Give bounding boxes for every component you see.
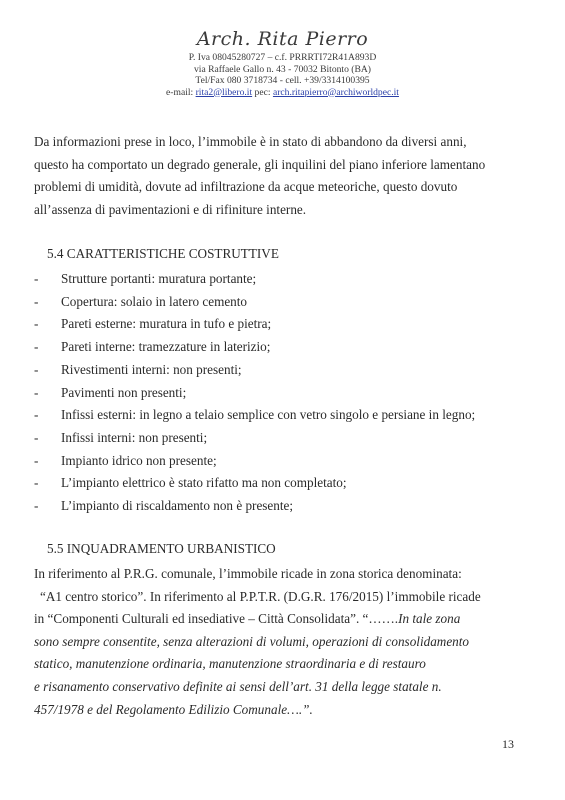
dash-bullet: - <box>34 271 39 286</box>
construction-features-list <box>34 268 475 518</box>
quoted-line: sono sempre consentite, senza alterazioni di volumi, operazioni di consolidamento <box>34 633 470 649</box>
intro-line: Da informazioni prese in loco, l’immobile è in stato di abbandono da diversi anni, <box>34 134 467 149</box>
letterhead <box>0 26 565 98</box>
quoted-line: e risanamento conservativo definite ai sensi dell’art. 31 della legge statale n. <box>34 678 442 694</box>
intro-paragraph <box>34 131 539 221</box>
list-item-text: Pareti esterne: muratura in tufo e pietra; <box>61 316 272 332</box>
letterhead-phone: Tel/Fax 080 3718734 - cell. +39/3314100395 <box>195 75 370 86</box>
letterhead-contacts <box>0 87 565 99</box>
list-item <box>34 313 475 336</box>
list-item-text: Pavimenti non presenti; <box>61 384 187 400</box>
paragraph-line: “A1 centro storico”. In riferimento al P.P.T.R. (D.G.R. 176/2015) l’immobile ricade <box>40 588 481 604</box>
dash-bullet: - <box>34 452 39 468</box>
intro-line: questo ha comportato un degrado generale, gli inquilini del piano inferiore lamentano <box>34 156 486 172</box>
dash-bullet: - <box>34 339 39 355</box>
list-item-text: Rivestimenti interni: non presenti; <box>61 361 242 377</box>
quoted-line: 457/1978 e del Regolamento Edilizio Comunale….”. <box>34 701 313 717</box>
email-label: e-mail: <box>166 86 194 98</box>
list-item-text: Pareti interne: tramezzature in laterizio; <box>61 339 271 355</box>
dash-bullet: - <box>34 407 39 423</box>
section-heading-urban-planning: 5.5 INQUADRAMENTO URBANISTICO <box>47 541 276 556</box>
section-heading-construction: 5.4 CARATTERISTICHE COSTRUTTIVE <box>47 246 279 261</box>
pec-label: pec: <box>254 86 271 98</box>
dash-bullet: - <box>34 429 39 445</box>
intro-line: problemi di umidità, dovute ad infiltrazione da acque meteoriche, questo dovuto <box>34 179 458 194</box>
list-item <box>34 382 475 405</box>
list-item <box>34 291 475 314</box>
list-item <box>34 450 475 473</box>
email-link[interactable]: rita2@libero.it <box>195 86 253 98</box>
page-number: 13 <box>502 737 514 751</box>
list-item-text: Strutture portanti: muratura portante; <box>61 271 257 286</box>
dash-bullet: - <box>34 384 39 400</box>
dash-bullet: - <box>34 293 39 309</box>
list-item-text: L’impianto elettrico è stato rifatto ma non completato; <box>61 475 347 491</box>
list-item-text: Copertura: solaio in latero cemento <box>61 293 248 309</box>
list-item <box>34 472 475 495</box>
dash-bullet: - <box>34 475 39 491</box>
list-item <box>34 359 475 382</box>
dash-bullet: - <box>34 498 39 514</box>
letterhead-name: Arch. Rita Pierro <box>196 28 369 50</box>
letterhead-address: via Raffaele Gallo n. 43 - 70032 Bitonto (BA) <box>193 63 371 75</box>
list-item-text: L’impianto di riscaldamento non è presente; <box>61 498 294 514</box>
list-item <box>34 404 475 427</box>
pec-link[interactable]: arch.ritapierro@archiworldpec.it <box>272 86 399 98</box>
paragraph-line: In riferimento al P.R.G. comunale, l’immobile ricade in zona storica denominata: <box>34 566 462 581</box>
list-item <box>34 336 475 359</box>
quoted-line: statico, manutenzione ordinaria, manutenzione straordinaria e di restauro <box>34 656 426 672</box>
intro-line: all’assenza di pavimentazioni e di rifiniture interne. <box>34 201 307 217</box>
dash-bullet: - <box>34 361 39 377</box>
list-item-text: Impianto idrico non presente; <box>61 452 217 468</box>
urban-planning-paragraph <box>34 563 539 721</box>
paragraph-text: in “Componenti Culturali ed insediative – Città Consolidata”. “……. <box>34 611 399 627</box>
dash-bullet: - <box>34 316 39 332</box>
paragraph-line <box>34 608 539 631</box>
list-item-text: Infissi esterni: in legno a telaio semplice con vetro singolo e persiane in legno; <box>61 407 476 423</box>
list-item <box>34 268 475 291</box>
list-item <box>34 495 475 518</box>
list-item <box>34 427 475 450</box>
list-item-text: Infissi interni: non presenti; <box>61 429 208 445</box>
letterhead-vat: P. Iva 08045280727 – c.f. PRRRTI72R41A893D <box>188 52 377 63</box>
quoted-text: In tale zona <box>398 611 461 627</box>
